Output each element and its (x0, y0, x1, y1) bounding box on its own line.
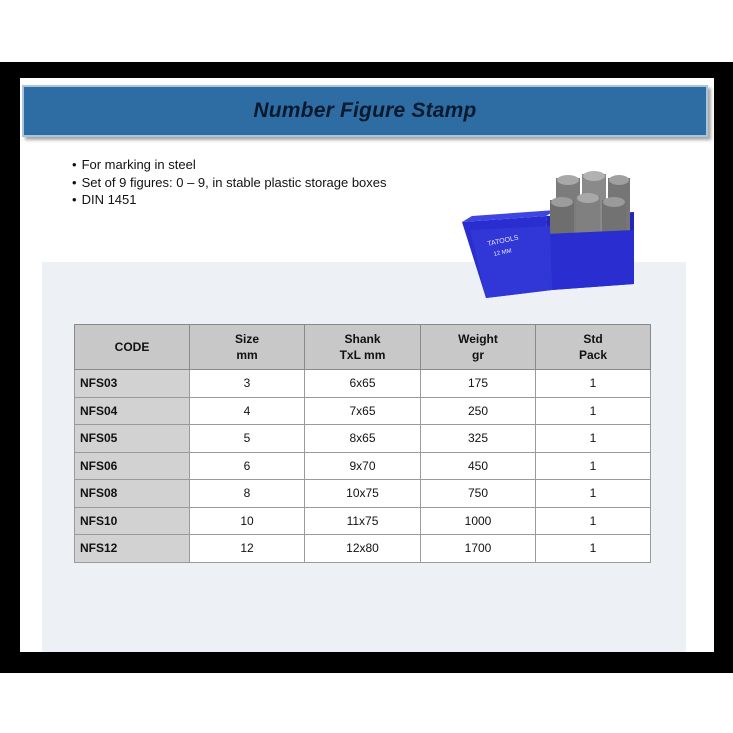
size-cell: 4 (190, 397, 305, 425)
page-title: Number Figure Stamp (253, 99, 477, 122)
weight-cell: 175 (421, 370, 536, 398)
size-cell: 10 (190, 507, 305, 535)
shank-cell: 6x65 (305, 370, 421, 398)
weight-cell: 250 (421, 397, 536, 425)
header-std-pack: Std Pack (536, 325, 651, 370)
size-cell: 3 (190, 370, 305, 398)
pack-cell: 1 (536, 397, 651, 425)
code-cell: NFS08 (75, 480, 190, 508)
feature-item: • Set of 9 figures: 0 – 9, in stable plastic storage boxes (72, 174, 387, 192)
table-header-row (75, 325, 651, 370)
table-row (75, 425, 651, 453)
table-row (75, 480, 651, 508)
weight-cell: 450 (421, 452, 536, 480)
shank-cell: 7x65 (305, 397, 421, 425)
code-cell: NFS12 (75, 535, 190, 563)
size-cell: 6 (190, 452, 305, 480)
pack-cell: 1 (536, 452, 651, 480)
pack-cell: 1 (536, 425, 651, 453)
table-row (75, 535, 651, 563)
stamp-set-image (458, 170, 638, 320)
pack-cell: 1 (536, 507, 651, 535)
weight-cell: 750 (421, 480, 536, 508)
pack-cell: 1 (536, 535, 651, 563)
title-banner (22, 85, 708, 137)
shank-cell: 11x75 (305, 507, 421, 535)
pack-cell: 1 (536, 480, 651, 508)
content-panel (20, 78, 714, 652)
table-row (75, 370, 651, 398)
svg-text:12 MM: 12 MM (493, 248, 513, 258)
code-cell: NFS10 (75, 507, 190, 535)
header-code: CODE (75, 325, 190, 370)
shank-cell: 12x80 (305, 535, 421, 563)
feature-list (72, 156, 387, 209)
table-row (75, 397, 651, 425)
weight-cell: 1000 (421, 507, 536, 535)
shank-cell: 10x75 (305, 480, 421, 508)
table-row (75, 507, 651, 535)
code-cell: NFS03 (75, 370, 190, 398)
spec-table (74, 324, 651, 563)
weight-cell: 325 (421, 425, 536, 453)
size-cell: 8 (190, 480, 305, 508)
code-cell: NFS04 (75, 397, 190, 425)
size-cell: 12 (190, 535, 305, 563)
weight-cell: 1700 (421, 535, 536, 563)
header-shank: Shank TxL mm (305, 325, 421, 370)
pack-cell: 1 (536, 370, 651, 398)
table-row (75, 452, 651, 480)
code-cell: NFS05 (75, 425, 190, 453)
header-weight: Weight gr (421, 325, 536, 370)
feature-item: • For marking in steel (72, 156, 387, 174)
feature-item: • DIN 1451 (72, 191, 387, 209)
svg-text:TATOOLS: TATOOLS (486, 234, 520, 248)
size-cell: 5 (190, 425, 305, 453)
header-size: Size mm (190, 325, 305, 370)
shank-cell: 9x70 (305, 452, 421, 480)
shank-cell: 8x65 (305, 425, 421, 453)
code-cell: NFS06 (75, 452, 190, 480)
